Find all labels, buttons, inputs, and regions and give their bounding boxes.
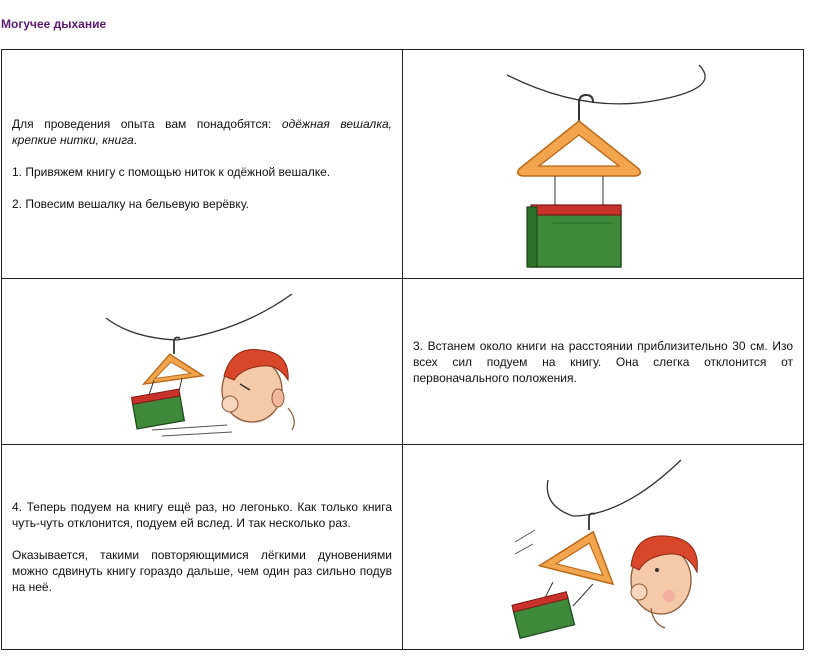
table-row [2,279,804,445]
materials-prefix: Для проведения опыта вам понадобятся: [12,117,282,131]
illustration-cell-hanging-book [403,50,804,279]
materials-suffix: . [133,133,137,147]
conclusion-text: Оказывается, такими повторяющимися лёгкими дуновениями можно сдвинуть книгу гораздо дальше, чем один раз сильно подув на неё. [12,548,392,594]
gentle-blows-illustration [403,446,803,648]
page-title: Могучее дыхание [1,17,107,31]
step-4-cell [2,445,403,650]
step-1-text: 1. Привяжем книгу с помощью ниток к одёжной вешалке. [12,165,331,179]
step-3-cell [403,279,804,445]
hanging-book-illustration [403,51,803,277]
materials-text [12,116,392,148]
strong-blow-illustration [2,280,402,443]
step-4-text: 4. Теперь подуем на книгу ещё раз, но легонько. Как только книга чуть-чуть отклонится, подуем ей вслед. И так несколько раз. [12,500,392,530]
illustration-cell-gentle-blows [403,445,804,650]
table-row [2,445,804,650]
illustration-cell-strong-blow [2,279,403,445]
step-2-text: 2. Повесим вешалку на бельевую верёвку. [12,197,249,211]
table-row [2,50,804,279]
experiment-table [1,49,804,650]
instructions-cell [2,50,403,279]
materials-list: одёжная вешалка, крепкие нитки, книга [12,117,392,147]
step-3-text: 3. Встанем около книги на расстоянии приблизительно 30 см. Изо всех сил подуем на книгу. Она слегка отклонится от первоначального положения. [413,338,793,385]
